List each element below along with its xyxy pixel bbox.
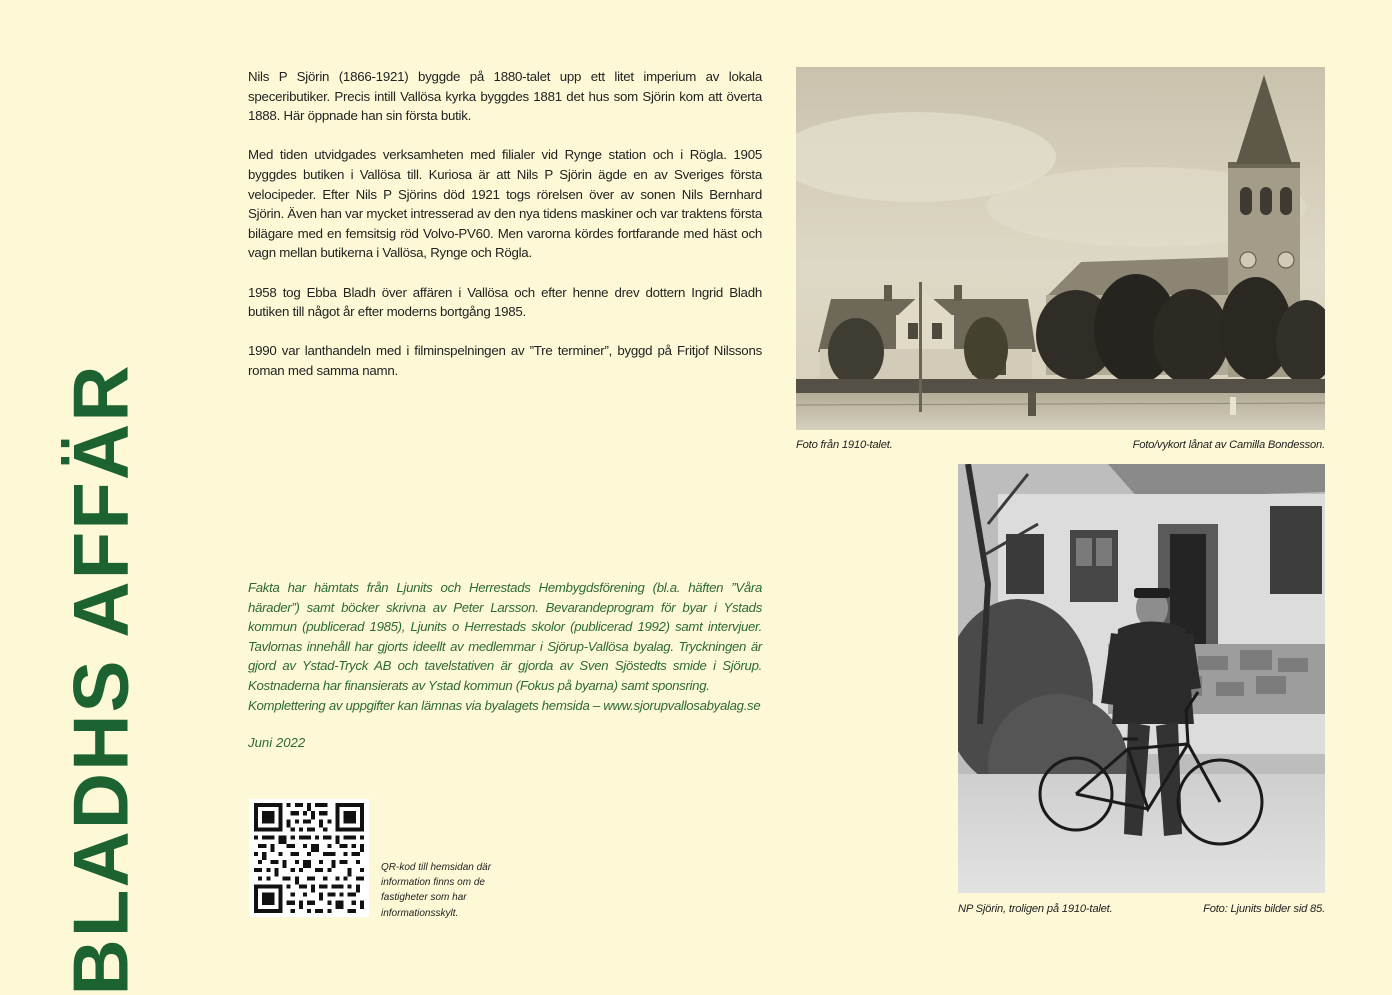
publication-date: Juni 2022 xyxy=(248,735,306,750)
historic-photo-church xyxy=(796,67,1325,430)
paragraph: 1990 var lanthandeln med i filminspelningen av ”Tre terminer”, byggd på Fritjof Nilssons roman med samma namn. xyxy=(248,343,762,378)
photo2-caption: NP Sjörin, troligen på 1910-talet. xyxy=(958,903,1113,915)
page-title-text: BLADHS AFFÄR xyxy=(56,362,145,995)
paragraph: Nils P Sjörin (1866-1921) byggde på 1880-talet upp ett litet imperium av lokala speceributiker. Precis intill Vallösa kyrka byggdes 1881 det hus som Sjörin kom att överta 1888. Här öppnade han sin första butik. xyxy=(248,69,762,124)
photo2-credit: Foto: Ljunits bilder sid 85. xyxy=(1203,903,1325,915)
photo1-credit: Foto/vykort lånat av Camilla Bondesson. xyxy=(1132,439,1325,451)
photo1-caption: Foto från 1910-talet. xyxy=(796,439,893,451)
website-link[interactable]: Komplettering av uppgifter kan lämnas via byalagets hemsida – www.sjorupvallosabyalag.se xyxy=(248,697,761,713)
paragraph: Med tiden utvidgades verksamheten med filialer vid Rynge station och i Rögla. 1905 byggdes butiken i Vallösa till. Kuriosa är att Nils P Sjörin ägde en av Sveriges första velocipeder. Efter Nils P Sjörins död 1921 togs rörelsen över av sonen Nils Bernhard Sjörin. Även han var mycket intresserad av den nya tidens maskiner och var traktens första bilägare med en femsitsig röd Volvo-PV60. Men varorna kördes fortfarande med häst och vagn mellan butikerna i Vallösa, Rynge och Rögla. xyxy=(248,147,762,261)
paragraph: 1958 tog Ebba Bladh över affären i Vallösa och efter henne drev dottern Ingrid Bladh butiken till något år efter moderns bortgång 1985. xyxy=(248,284,762,320)
credits-block xyxy=(248,578,762,715)
qr-code[interactable] xyxy=(249,799,369,917)
qr-caption: QR-kod till hemsidan där information finns om de fastigheter som har informationsskylt. xyxy=(381,862,492,919)
historic-photo-bicycle xyxy=(958,464,1325,893)
credits-text: Fakta har hämtats från Ljunits och Herrestads Hembygdsförening (bl.a. häften ”Våra härader”) samt böcker skrivna av Peter Larsson. Bevarandeprogram för byar i Ystads kommun (publicerad 1985), Ljunits o Herrestads skolor (publicerad 1992) samt intervjuer. Tavlornas innehåll har gjorts ideellt av medlemmar i Sjörup-Vallösa byalag. Tryckningen är gjord av Ystad-Tryck AB och tavelstativen är gjorda av Sven Sjöstedts smide i Sjörup. Kostnaderna har finansierats av Ystad kommun (Fokus på byarna) samt sponsring. xyxy=(248,580,762,693)
main-text xyxy=(248,67,762,400)
page-title xyxy=(56,362,145,995)
